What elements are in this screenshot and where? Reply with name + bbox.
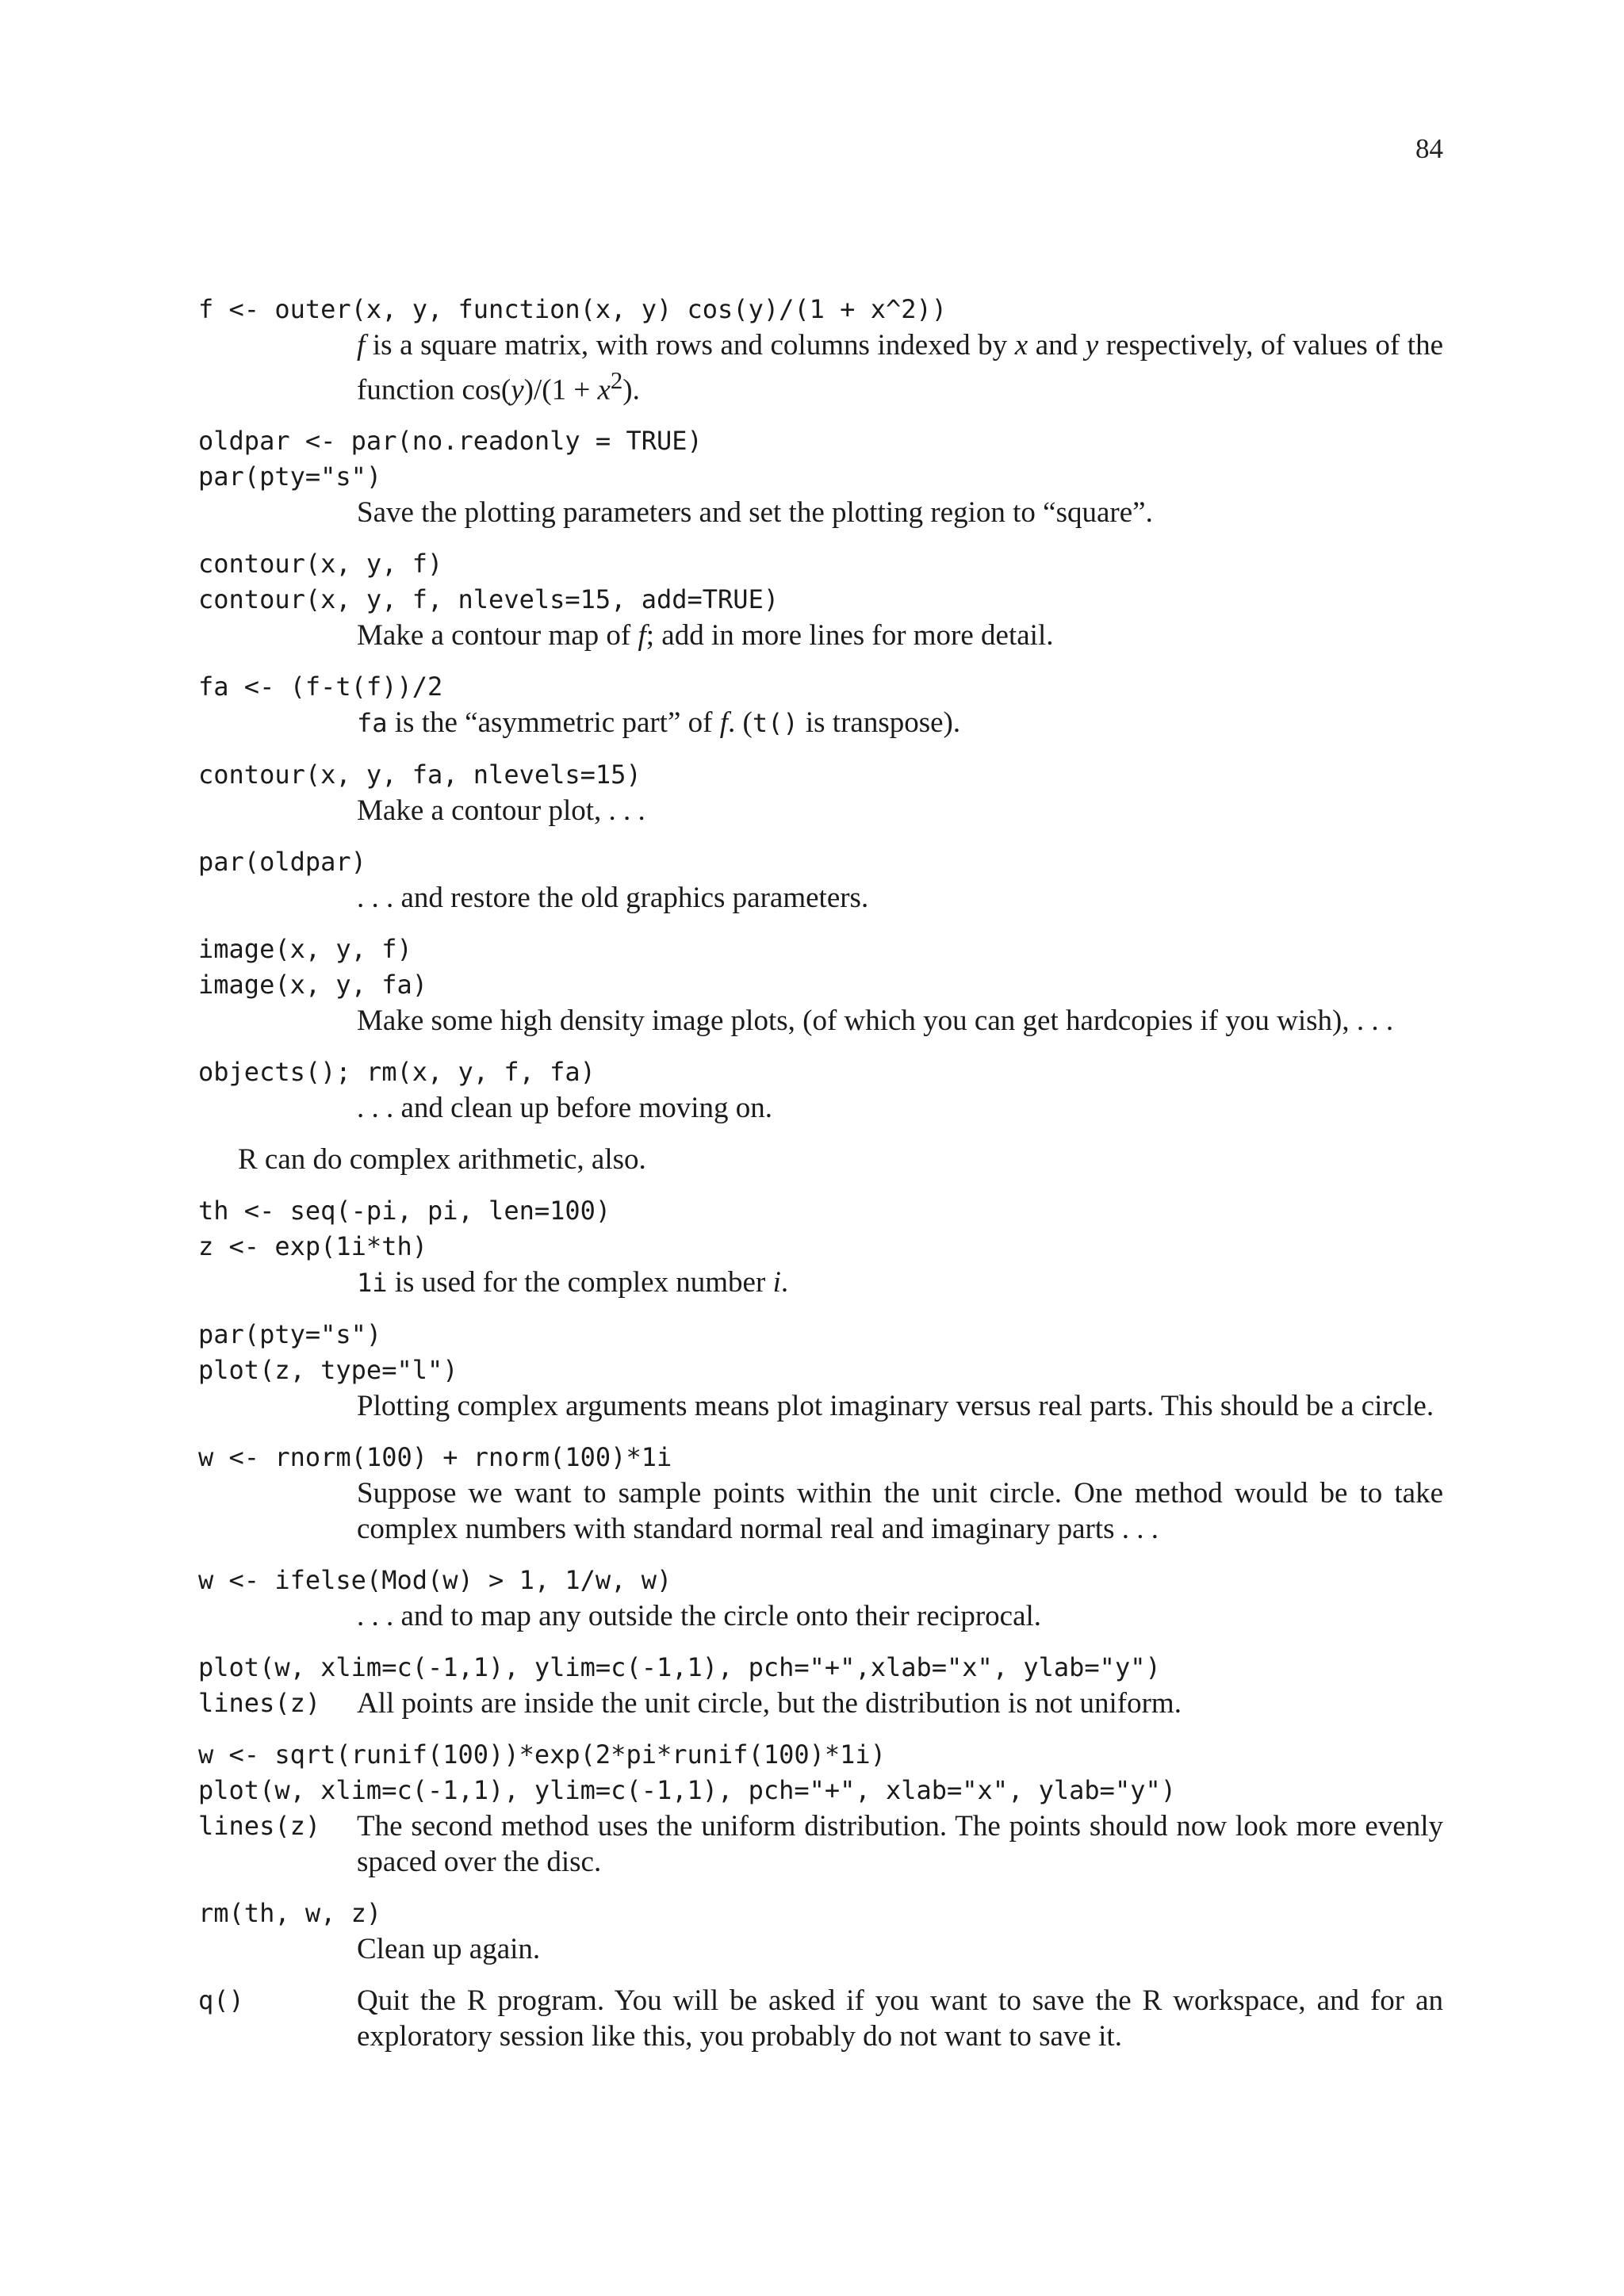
entry-fa (198, 669, 1443, 741)
code-line: fa <- (f-t(f))/2 (198, 672, 443, 702)
code-line: lines(z) (198, 1688, 321, 1719)
entry-ifelse (198, 1563, 1443, 1634)
entry-contour (198, 546, 1443, 653)
code-line: z <- exp(1i*th) (198, 1231, 427, 1262)
entry-plot-w-1 (198, 1650, 1443, 1721)
entry-par-restore (198, 844, 1443, 916)
page-content (198, 292, 1443, 2070)
entry-description: Make some high density image plots, (of which you can get hardcopies if you wish), . . . (357, 1004, 1394, 1038)
code-line: q() (198, 1985, 244, 2016)
code-line: image(x, y, fa) (198, 970, 427, 1001)
entry-description: 1i is used for the complex number i. (357, 1266, 789, 1299)
entry-description: . . . and to map any outside the circle onto their reciprocal. (357, 1600, 1042, 1633)
entry-plot-z (198, 1317, 1443, 1424)
code-line: f <- outer(x, y, function(x, y) cos(y)/(1 + x^2)) (198, 294, 948, 324)
entry-description: Save the plotting parameters and set the plotting region to “square”. (357, 496, 1153, 530)
code-line: objects(); rm(x, y, f, fa) (198, 1057, 596, 1088)
body-paragraph: R can do complex arithmetic, also. (238, 1143, 646, 1177)
entry-description: . . . and clean up before moving on. (357, 1092, 773, 1125)
code-line: lines(z) (198, 1811, 321, 1842)
entry-rnorm (198, 1440, 1443, 1547)
code-line: par(pty="s") (198, 461, 382, 492)
code-line: plot(w, xlim=c(-1,1), ylim=c(-1,1), pch="+", xlab="x", ylab="y") (198, 1775, 1176, 1806)
code-line: plot(z, type="l") (198, 1355, 458, 1386)
entry-description: Suppose we want to sample points within the unit circle. One method would be to take complex numbers with standard normal real and imaginary parts . . . (357, 1477, 1443, 1546)
entry-description: The second method uses the uniform distribution. The points should now look more evenly spaced over the disc. (357, 1810, 1443, 1879)
entry-description: Make a contour map of f; add in more lines for more detail. (357, 619, 1054, 652)
code-line: plot(w, xlim=c(-1,1), ylim=c(-1,1), pch="+",xlab="x", ylab="y") (198, 1652, 1161, 1683)
entry-description: Quit the R program. You will be asked if you want to save the R workspace, and for an exploratory session like this, you probably do not want to save it. (357, 1984, 1443, 2053)
page-number: 84 (1415, 133, 1443, 164)
entry-description: f is a square matrix, with rows and columns indexed by x and y respectively, of values of the function $\cos(y)/(1 + x^2)$. (357, 329, 1443, 407)
code-line: oldpar <- par(no.readonly = TRUE) (198, 426, 703, 457)
code-line: par(oldpar) (198, 847, 366, 878)
inline-row (198, 1808, 1443, 1880)
inline-row (198, 1686, 1443, 1721)
entry-oldpar (198, 423, 1443, 530)
entry-description: Make a contour plot, . . . (357, 794, 645, 828)
code-line: th <- seq(-pi, pi, len=100) (198, 1196, 611, 1226)
entry-description: . . . and restore the old graphics parameters. (357, 882, 869, 915)
code-line: w <- rnorm(100) + rnorm(100)*1i (198, 1442, 672, 1473)
entry-outer (198, 292, 1443, 408)
entry-description: Plotting complex arguments means plot imaginary versus real parts. This should be a circle. (357, 1390, 1434, 1423)
inline-row (198, 1983, 1443, 2054)
code-line: contour(x, y, fa, nlevels=15) (198, 760, 642, 790)
code-line: image(x, y, f) (198, 934, 412, 965)
entry-description: fa is the “asymmetric part” of f. (t() is transpose). (357, 706, 961, 740)
entry-description: Clean up again. (357, 1933, 541, 1966)
entry-th (198, 1193, 1443, 1301)
entry-rm (198, 1896, 1443, 1967)
entry-objects (198, 1054, 1443, 1126)
code-line: contour(x, y, f) (198, 549, 443, 580)
entry-plot-w-2 (198, 1737, 1443, 1880)
entry-contour-fa (198, 757, 1443, 828)
code-line: contour(x, y, f, nlevels=15, add=TRUE) (198, 584, 779, 615)
code-line: par(pty="s") (198, 1319, 382, 1350)
code-line: w <- ifelse(Mod(w) > 1, 1/w, w) (198, 1565, 672, 1596)
code-line: rm(th, w, z) (198, 1898, 382, 1929)
code-line: w <- sqrt(runif(100))*exp(2*pi*runif(100)*1i) (198, 1739, 886, 1770)
entry-quit (198, 1983, 1443, 2054)
entry-image (198, 932, 1443, 1039)
entry-description: All points are inside the unit circle, but the distribution is not uniform. (357, 1687, 1182, 1720)
